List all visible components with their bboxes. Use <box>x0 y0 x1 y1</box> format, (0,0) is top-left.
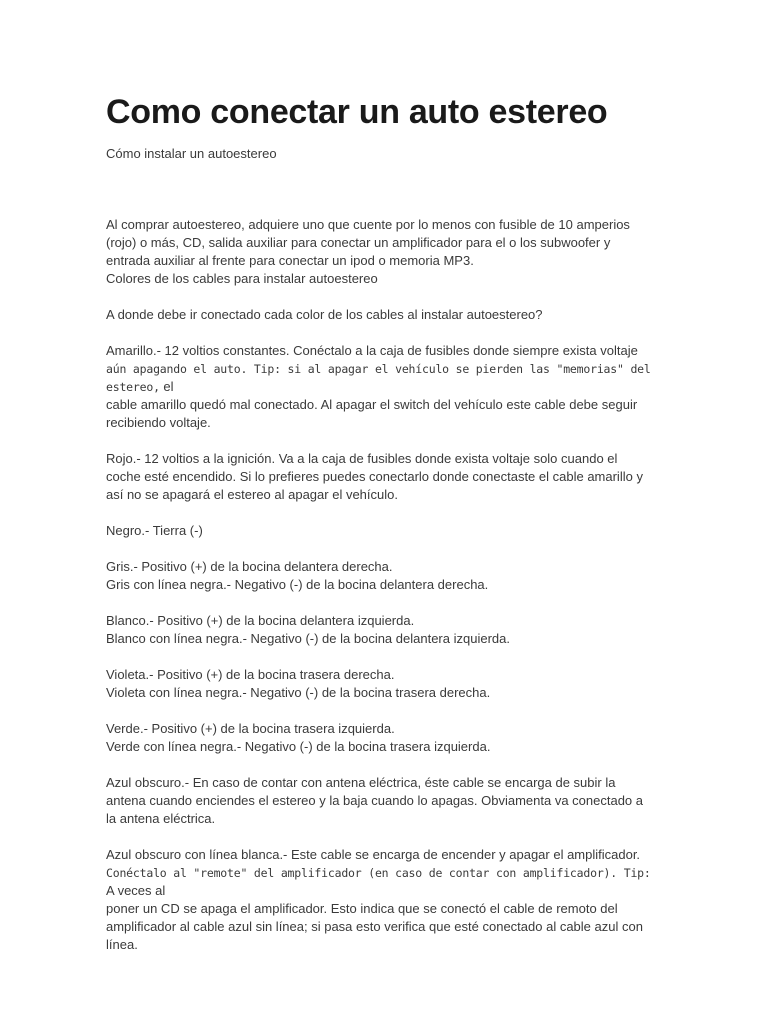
blanco-paragraph <box>106 612 654 648</box>
paragraph-line: Azul obscuro.- En caso de contar con antena eléctrica, éste cable se encarga de subir la <box>106 775 616 790</box>
azul-blanca-paragraph <box>106 846 654 954</box>
paragraph-line <box>106 864 654 900</box>
gris-paragraph <box>106 558 654 594</box>
paragraph-line: Violeta.- Positivo (+) de la bocina trasera derecha. <box>106 667 395 682</box>
section-heading: Colores de los cables para instalar autoestereo <box>106 271 378 286</box>
tip-text: Conéctalo al "remote" del amplificador (en caso de contar con amplificador). Tip: <box>106 866 651 880</box>
paragraph-line: cable amarillo quedó mal conectado. Al apagar el switch del vehículo este cable debe seguir <box>106 397 638 412</box>
paragraph-line: Blanco con línea negra.- Negativo (-) de la bocina delantera izquierda. <box>106 631 510 646</box>
paragraph-line: Verde.- Positivo (+) de la bocina trasera izquierda. <box>106 721 395 736</box>
tip-tail: el <box>159 379 174 394</box>
violeta-paragraph <box>106 666 654 702</box>
paragraph-line: Negro.- Tierra (-) <box>106 523 203 538</box>
rojo-paragraph <box>106 450 654 504</box>
paragraph-line: antena cuando enciendes el estereo y la baja cuando lo apagas. Obviamenta va conectado a <box>106 793 643 808</box>
paragraph-line: Violeta con línea negra.- Negativo (-) de la bocina trasera derecha. <box>106 685 491 700</box>
page-title: Como conectar un auto estereo <box>106 93 608 131</box>
paragraph-line: línea. <box>106 937 138 952</box>
paragraph-line: poner un CD se apaga el amplificador. Esto indica que se conectó el cable de remoto del <box>106 901 618 916</box>
amarillo-paragraph <box>106 342 654 432</box>
paragraph-line: Verde con línea negra.- Negativo (-) de la bocina trasera izquierda. <box>106 739 491 754</box>
paragraph-line: la antena eléctrica. <box>106 811 216 826</box>
document-body <box>106 216 654 954</box>
paragraph-line: Rojo.- 12 voltios a la ignición. Va a la caja de fusibles donde exista voltaje solo cuando el <box>106 451 618 466</box>
paragraph-line: coche esté encendido. Si lo prefieres puedes conectarlo donde conectaste el cable amarillo y <box>106 469 643 484</box>
paragraph-line <box>106 360 654 396</box>
paragraph-line: Blanco.- Positivo (+) de la bocina delantera izquierda. <box>106 613 415 628</box>
paragraph-line: amplificador al cable azul sin línea; si pasa esto verifica que esté conectado al cable azul con <box>106 919 643 934</box>
azul-paragraph <box>106 774 654 828</box>
intro-line: (rojo) o más, CD, salida auxiliar para conectar un amplificador para el o los subwoofer y <box>106 235 611 250</box>
question-paragraph <box>106 306 654 324</box>
verde-paragraph <box>106 720 654 756</box>
document-page <box>106 92 654 972</box>
intro-line: entrada auxiliar al frente para conectar un ipod o memoria MP3. <box>106 253 474 268</box>
paragraph-line: Gris.- Positivo (+) de la bocina delantera derecha. <box>106 559 393 574</box>
page-subtitle: Cómo instalar un autoestereo <box>106 146 277 161</box>
question-line: A donde debe ir conectado cada color de los cables al instalar autoestereo? <box>106 307 543 322</box>
intro-line: Al comprar autoestereo, adquiere uno que cuente por lo menos con fusible de 10 amperios <box>106 217 630 232</box>
paragraph-line: Azul obscuro con línea blanca.- Este cable se encarga de encender y apagar el amplificador. <box>106 847 641 862</box>
paragraph-line: Amarillo.- 12 voltios constantes. Conéctalo a la caja de fusibles donde siempre exista voltaje <box>106 343 638 358</box>
paragraph-line: así no se apagará el estereo al apagar el vehículo. <box>106 487 398 502</box>
tip-tail: A veces al <box>106 883 166 898</box>
negro-paragraph <box>106 522 654 540</box>
paragraph-line: recibiendo voltaje. <box>106 415 211 430</box>
paragraph-line: Gris con línea negra.- Negativo (-) de la bocina delantera derecha. <box>106 577 489 592</box>
intro-paragraph <box>106 216 654 288</box>
tip-text: aún apagando el auto. Tip: si al apagar el vehículo se pierden las "memorias" del estereo, <box>106 362 651 394</box>
